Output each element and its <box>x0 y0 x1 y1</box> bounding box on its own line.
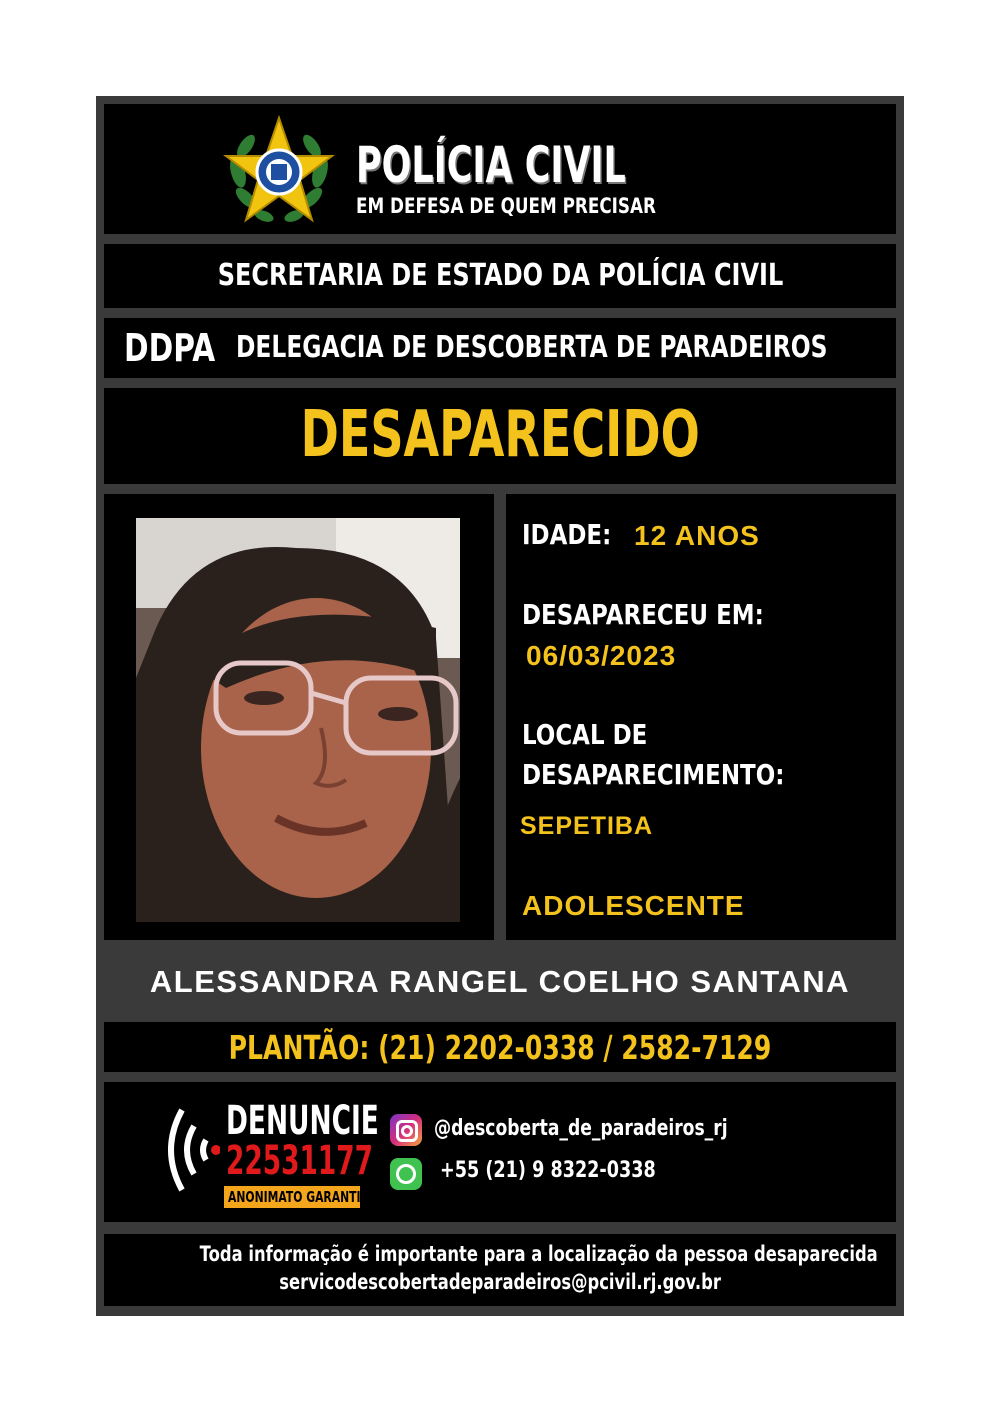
whatsapp-icon[interactable] <box>390 1158 422 1190</box>
header-panel <box>104 104 896 234</box>
header-subtitle: EM DEFESA DE QUEM PRECISAR <box>356 194 656 218</box>
ddpa-panel <box>104 318 896 378</box>
instagram-icon[interactable] <box>390 1114 422 1146</box>
status-title: DESAPARECIDO <box>300 398 700 472</box>
header-title: POLÍCIA CIVIL <box>356 136 626 194</box>
secretaria-panel <box>104 244 896 308</box>
whatsapp-number[interactable]: +55 (21) 9 8322-0338 <box>440 1158 656 1183</box>
denuncie-title: DENUNCIE <box>226 1098 379 1144</box>
info-panel <box>506 494 896 940</box>
idade-label: IDADE: <box>522 518 612 551</box>
plantao-phone: PLANTÃO: (21) 2202-0338 / 2582-7129 <box>228 1028 772 1067</box>
ddpa-name: DELEGACIA DE DESCOBERTA DE PARADEIROS <box>236 330 828 365</box>
local-label-line1: LOCAL DE <box>522 718 648 751</box>
person-photo <box>136 518 460 922</box>
status-panel <box>104 388 896 484</box>
desapareceu-label: DESAPARECEU EM: <box>522 598 764 631</box>
anonimato-text: ANONIMATO GARANTIDO <box>228 1188 379 1206</box>
plantao-panel <box>104 1022 896 1072</box>
denuncie-number: 22531177 <box>226 1138 373 1184</box>
instagram-handle[interactable]: @descoberta_de_paradeiros_rj <box>434 1116 728 1141</box>
footer-info-text: Toda informação é importante para a localização da pessoa desaparecida <box>199 1242 878 1266</box>
anonimato-badge <box>224 1186 379 1208</box>
desapareceu-value: 06/03/2023 <box>526 640 677 671</box>
idade-value: 12 ANOS <box>634 520 760 551</box>
missing-person-poster <box>96 96 904 1316</box>
footer-email[interactable]: servicodescobertadeparadeiros@pcivil.rj.gov.br <box>279 1270 721 1294</box>
photo-panel <box>104 494 494 940</box>
person-name: ALESSANDRA RANGEL COELHO SANTANA <box>149 964 851 999</box>
footer-panel <box>104 1234 896 1306</box>
contact-panel <box>104 1082 896 1222</box>
local-label-line2: DESAPARECIMENTO: <box>522 758 785 791</box>
category-value: ADOLESCENTE <box>522 890 745 921</box>
local-value: SEPETIBA <box>520 812 654 840</box>
police-star-badge-icon <box>220 112 338 230</box>
signal-waves-icon <box>156 1102 220 1198</box>
secretaria-text: SECRETARIA DE ESTADO DA POLÍCIA CIVIL <box>217 258 783 293</box>
ddpa-acronym: DDPA <box>124 326 216 370</box>
